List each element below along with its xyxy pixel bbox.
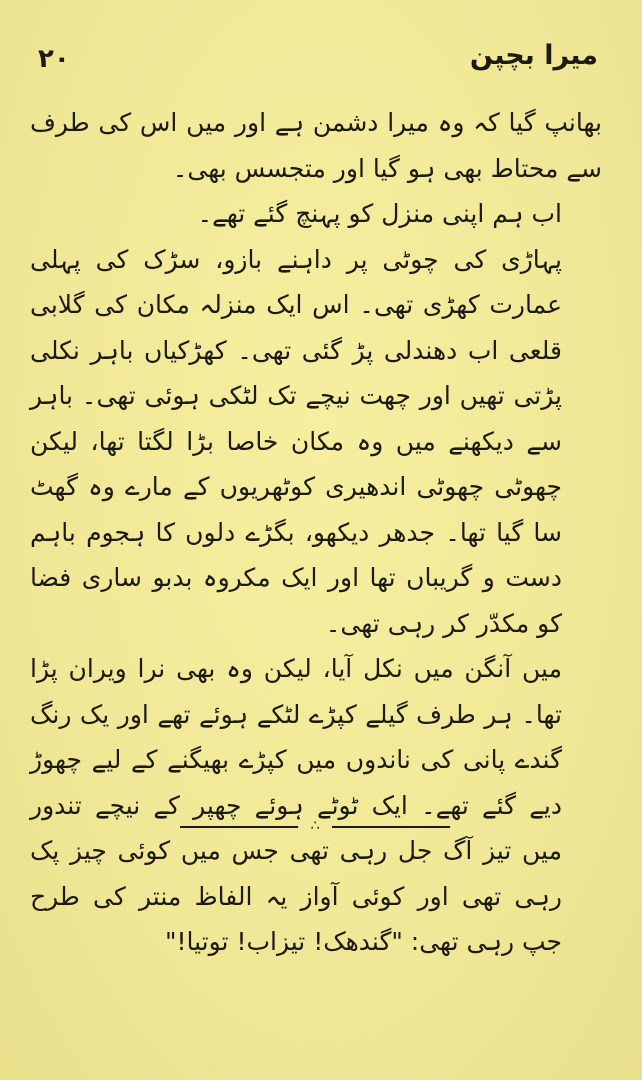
separator-line-left <box>180 826 298 828</box>
paragraph: پہاڑی کی چوٹی پر داہنے بازو، سڑک کی پہلی عمارت کھڑی تھی۔ اس ایک منزلہ مکان کی گلابی قلعی اب دھندلی پڑ گئی تھی۔ کھڑکیاں باہر نکلی پڑتی تھیں اور چھت نیچے تک لٹکی ہوئی تھی۔ باہر سے دیکھنے میں وہ مکان خاصا بڑا لگتا تھا، لیکن چھوٹی چھوٹی اندھیری کوٹھریوں کے مارے وہ گھٹ سا گیا تھا۔ جدھر دیکھو، بگڑے دلوں کا ہجوم باہم دست و گریباں تھا اور ایک مکروہ بدبو ساری فضا کو مکدّر کر رہی تھی۔ <box>30 244 562 638</box>
paragraph: بھانپ گیا کہ وہ میرا دشمن ہے اور میں اس کی طرف سے محتاط بھی ہو گیا اور متجسس بھی۔ <box>30 108 602 183</box>
page-number: ۲۰ <box>38 44 70 74</box>
paragraph: میں آنگن میں نکل آیا، لیکن وہ بھی نرا ویران پڑا تھا۔ ہر طرف گیلے کپڑے لٹکے ہوئے تھے اور یک رنگ گندے پانی کی ناندوں میں کپڑے بھیگنے کے لیے چھوڑ دیے گئے تھے۔ ایک ٹوٹے ہوئے چھپر کے نیچے تندور میں تیز آگ جل رہی تھی جس میں کوئی چیز پک رہی تھی اور کوئی آواز یہ الفاظ منتر کی طرح جپ رہی تھی: "گندھک! تیزاب! توتیا!" <box>30 654 562 956</box>
separator-ornament: ∴ <box>310 818 320 834</box>
running-title: میرا بچپن <box>469 40 598 71</box>
paragraph: اب ہم اپنی منزل کو پہنچ گئے تھے۔ <box>197 199 562 228</box>
separator-line-right <box>332 826 450 828</box>
section-separator <box>180 816 450 836</box>
